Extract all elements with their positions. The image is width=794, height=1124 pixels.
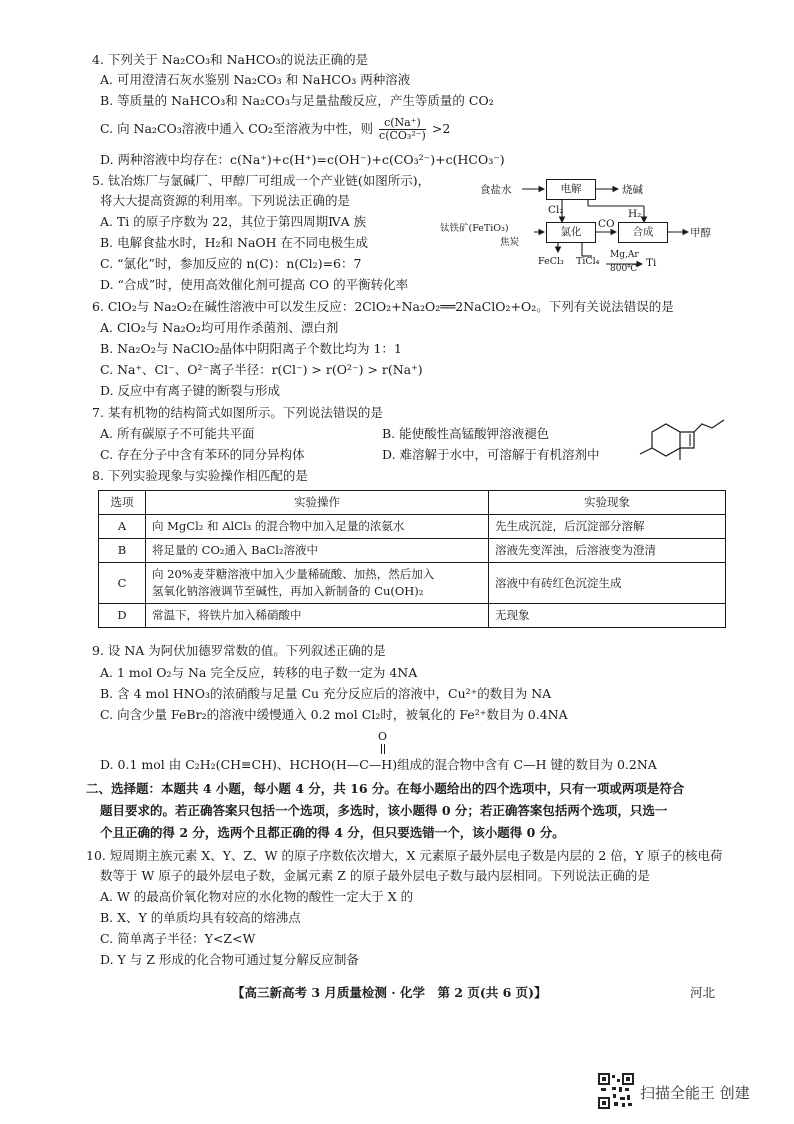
temp-label: 800℃ [610,264,638,274]
page-footer: 【高三新高考 3 月质量检测 · 化学 第 2 页(共 6 页)】 [232,985,547,1000]
q7-structure-formula [632,418,732,466]
section2-line2: 题目要求的。若正确答案只包括一个选项，多选时，该小题得 0 分；若正确答案包括两个选项，只选一 [100,803,668,818]
row-d-operation: 常温下，将铁片加入稀硝酸中 [146,604,489,628]
q6-option-d: D. 反应中有离子键的断裂与形成 [100,383,281,398]
q4-frac-numerator: c(Na⁺) [379,117,426,130]
q6-option-c: C. Na⁺、Cl⁻、O²⁻离子半径：r(Cl⁻) > r(O²⁻) > r(Na⁺) [100,362,423,377]
row-c-operation-line1: 向 20%麦芽糖溶液中加入少量稀硫酸、加热，然后加入 [152,567,435,581]
chlorination-box: 氯化 [546,222,596,243]
q7-option-b: B. 能使酸性高锰酸钾溶液褪色 [382,426,550,441]
q6-option-a: A. ClO₂与 Na₂O₂均可用作杀菌剂、漂白剂 [100,320,339,335]
q9-stem: 9. 设 NA 为阿伏加德罗常数的值。下列叙述正确的是 [92,643,386,658]
footer-region: 河北 [690,985,716,1000]
q10-option-c: C. 简单离子半径：Y<Z<W [100,931,256,946]
q10-stem-line2: 数等于 W 原子的最外层电子数，金属元素 Z 的原子最外层电子数与最内层相同。下列说法正确的是 [100,868,650,883]
q8-experiment-table [98,490,726,628]
q10-option-a: A. W 的最高价氧化物对应的水化物的酸性一定大于 X 的 [100,889,414,904]
fecl3-label: FeCl₃ [538,256,564,267]
caustic-soda-label: 烧碱 [622,184,643,196]
q4-fraction [379,117,426,142]
q5-option-b: B. 电解食盐水时，H₂和 NaOH 在不同电极生成 [100,235,369,250]
scanner-watermark: 扫描全能王 创建 [640,1084,750,1102]
row-a-option: A [99,515,146,539]
q4-option-c-text: C. 向 Na₂CO₃溶液中通入 CO₂至溶液为中性，则 [100,121,374,136]
q9-option-d: D. 0.1 mol 由 C₂H₂(CH≡CH)、HCHO(H—C—H)组成的混合物中含有 C—H 键的数目为 0.2NA [100,757,657,772]
header-option: 选项 [99,491,146,515]
row-a-phenomenon: 先生成沉淀，后沉淀部分溶解 [489,515,726,539]
q10-option-b: B. X、Y 的单质均具有较高的熔沸点 [100,910,301,925]
q4-option-d: D. 两种溶液中均存在：c(Na⁺)+c(H⁺)=c(OH⁻)+c(CO₃²⁻)+c(HCO₃⁻) [100,152,505,167]
co-label: CO [598,218,615,230]
header-operation: 实验操作 [146,491,489,515]
cl2-label: Cl₂ [548,204,564,216]
q7-option-a: A. 所有碳原子不可能共平面 [100,426,255,441]
qr-code-icon [598,1073,634,1109]
row-b-option: B [99,539,146,563]
table-row [99,563,726,604]
q5-stem-line2: 将大大提高资源的利用率。下列说法正确的是 [100,193,351,208]
q5-option-a: A. Ti 的原子序数为 22，其位于第四周期ⅣA 族 [100,214,367,229]
table-row [99,515,726,539]
q10-stem-line1: 10. 短周期主族元素 X、Y、Z、W 的原子序数依次增大，X 元素原子最外层电子数是内层的 2 倍，Y 原子的核电荷 [86,848,723,863]
row-c-operation [146,563,489,604]
q9-option-c: C. 向含少量 FeBr₂的溶液中缓慢通入 0.2 mol Cl₂时，被氧化的 Fe²⁺数目为 0.4NA [100,707,568,722]
table-header-row [99,491,726,515]
section2-line3: 个且正确的得 2 分，选两个且都正确的得 4 分，但只要选错一个，该小题得 0 分。 [100,825,565,840]
section2-line1: 二、选择题：本题共 4 小题，每小题 4 分，共 16 分。在每小题给出的四个选项中，只有一项或两项是符合 [86,781,685,796]
electrolysis-box: 电解 [546,179,596,200]
q9-carbonyl-bond-1 [381,744,382,754]
coke-label: 焦炭 [500,237,520,248]
ilmenite-label: 钛铁矿(FeTiO₃) [440,223,509,234]
salt-water-label: 食盐水 [480,184,512,196]
row-c-option: C [99,563,146,604]
q7-option-d: D. 难溶解于水中，可溶解于有机溶剂中 [382,447,600,462]
q7-stem: 7. 某有机物的结构简式如图所示。下列说法错误的是 [92,405,383,420]
q5-flow-diagram [440,176,778,276]
q4-option-c-end: >2 [431,121,451,136]
q9-carbonyl-o: O [378,730,388,743]
methanol-label: 甲醇 [690,227,711,239]
row-b-phenomenon: 溶液先变浑浊，后溶液变为澄清 [489,539,726,563]
q5-stem-line1: 5. 钛冶炼厂与氯碱厂、甲醇厂可组成一个产业链(如图所示)， [92,173,431,188]
ti-label: Ti [646,257,657,269]
row-c-phenomenon: 溶液中有砖红色沉淀生成 [489,563,726,604]
q6-option-b: B. Na₂O₂与 NaClO₂晶体中阴阳离子个数比均为 1：1 [100,341,402,356]
q4-option-a: A. 可用澄清石灰水鉴别 Na₂CO₃ 和 NaHCO₃ 两种溶液 [100,72,411,87]
synthesis-box: 合成 [618,222,668,243]
row-d-phenomenon: 无现象 [489,604,726,628]
mg-ar-label: Mg,Ar [610,250,639,260]
q9-option-b: B. 含 4 mol HNO₃的浓硝酸与足量 Cu 充分反应后的溶液中，Cu²⁺的数目为 NA [100,686,552,701]
q4-stem: 4. 下列关于 Na₂CO₃和 NaHCO₃的说法正确的是 [92,52,369,67]
q4-option-c [100,117,450,142]
row-b-operation: 将足量的 CO₂通入 BaCl₂溶液中 [146,539,489,563]
q4-option-b: B. 等质量的 NaHCO₃和 Na₂CO₃与足量盐酸反应，产生等质量的 CO₂ [100,93,494,108]
q9-option-a: A. 1 mol O₂与 Na 完全反应，转移的电子数一定为 4NA [100,665,418,680]
q6-stem: 6. ClO₂与 Na₂O₂在碱性溶液中可以发生反应：2ClO₂+Na₂O₂══2NaClO₂+O₂。下列有关说法错误的是 [92,299,674,314]
header-phenomenon: 实验现象 [489,491,726,515]
table-row [99,539,726,563]
q7-option-c: C. 存在分子中含有苯环的同分异构体 [100,447,305,462]
table-row [99,604,726,628]
q8-stem: 8. 下列实验现象与实验操作相匹配的是 [92,468,308,483]
row-c-operation-line2: 氢氧化钠溶液调节至碱性，再加入新制备的 Cu(OH)₂ [152,584,424,598]
ticl4-label: TiCl₄ [576,256,600,267]
q5-option-d: D. “合成”时，使用高效催化剂可提高 CO 的平衡转化率 [100,277,409,292]
q10-option-d: D. Y 与 Z 形成的化合物可通过复分解反应制备 [100,952,359,967]
row-d-option: D [99,604,146,628]
h2-label: H₂ [628,208,642,220]
q9-carbonyl-bond-2 [384,744,385,754]
q4-frac-denominator: c(CO₃²⁻) [379,129,426,142]
q5-option-c: C. “氯化”时，参加反应的 n(C)：n(Cl₂)=6：7 [100,256,362,271]
row-a-operation: 向 MgCl₂ 和 AlCl₃ 的混合物中加入足量的浓氨水 [146,515,489,539]
